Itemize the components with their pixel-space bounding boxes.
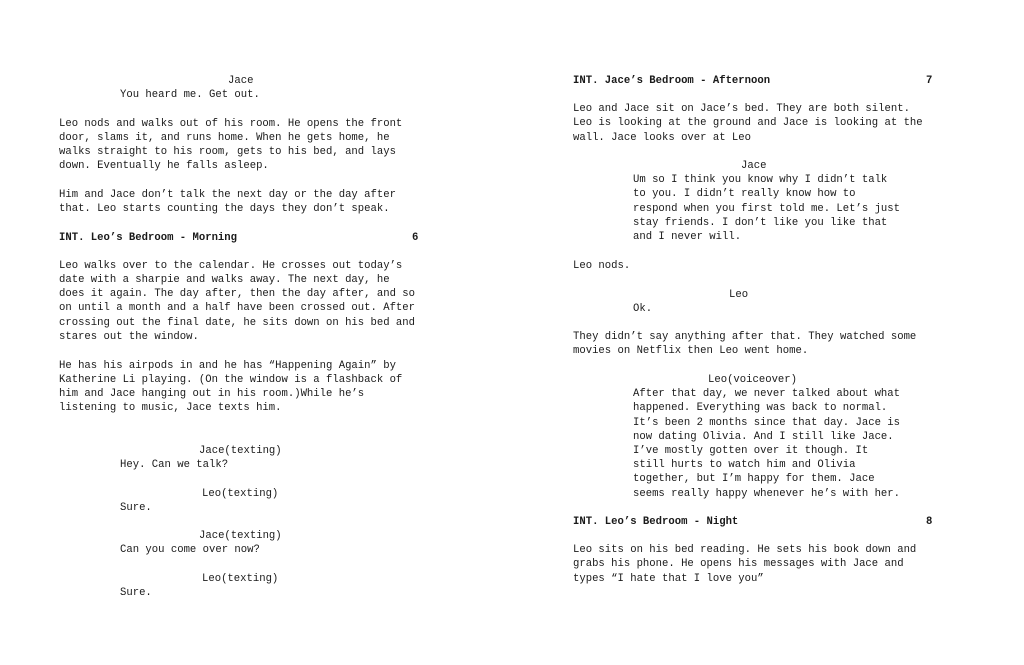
- action-line: date with a sharpie and walks away. The next day, he: [59, 274, 390, 286]
- character-name: Leo(voiceover): [708, 374, 798, 386]
- action-line: Him and Jace don’t talk the next day or the day after: [59, 189, 396, 201]
- character-name: Leo(texting): [202, 488, 279, 500]
- dialogue-line: now dating Olivia. And I still like Jace.: [633, 431, 894, 443]
- scene-heading: INT. Leo’s Bedroom - Morning: [59, 232, 238, 244]
- action-line: Leo nods.: [573, 260, 631, 272]
- dialogue-line: still hurts to watch him and Olivia: [633, 459, 856, 471]
- scene-number: 8: [926, 516, 933, 528]
- dialogue-line: together, but I’m happy for them. Jace: [633, 473, 875, 485]
- action-line: wall. Jace looks over at Leo: [573, 132, 752, 144]
- action-line: does it again. The day after, then the day after, and so: [59, 288, 416, 300]
- dialogue-line: seems really happy whenever he’s with her.: [633, 488, 901, 500]
- action-line: movies on Netflix then Leo went home.: [573, 345, 809, 357]
- dialogue-line: You heard me. Get out.: [120, 89, 260, 101]
- action-line: listening to music, Jace texts him.: [59, 402, 282, 414]
- action-line: walks straight to his room, gets to his bed, and lays: [59, 146, 396, 158]
- action-line: door, slams it, and runs home. When he gets home, he: [59, 132, 390, 144]
- action-line: Leo and Jace sit on Jace’s bed. They are both silent.: [573, 103, 910, 115]
- dialogue-line: Sure.: [120, 587, 152, 599]
- action-line: Leo is looking at the ground and Jace is looking at the: [573, 117, 923, 129]
- dialogue-line: Sure.: [120, 502, 152, 514]
- dialogue-line: Ok.: [633, 303, 653, 315]
- dialogue-line: and I never will.: [633, 231, 742, 243]
- character-name: Jace: [228, 75, 254, 87]
- dialogue-line: happened. Everything was back to normal.: [633, 402, 888, 414]
- action-line: that. Leo starts counting the days they don’t speak.: [59, 203, 390, 215]
- dialogue-line: After that day, we never talked about what: [633, 388, 901, 400]
- character-name: Jace(texting): [199, 530, 282, 542]
- scene-heading: INT. Leo’s Bedroom - Night: [573, 516, 739, 528]
- dialogue-line: I’ve mostly gotten over it though. It: [633, 445, 869, 457]
- action-line: He has his airpods in and he has “Happening Again” by: [59, 360, 396, 372]
- scene-heading: INT. Jace’s Bedroom - Afternoon: [573, 75, 771, 87]
- script-page-right: [512, 0, 1024, 665]
- action-line: types “I hate that I love you”: [573, 573, 764, 585]
- action-line: crossing out the final date, he sits down on his bed and: [59, 317, 416, 329]
- character-name: Jace: [741, 160, 767, 172]
- action-line: Katherine Li playing. (On the window is a flashback of: [59, 374, 403, 386]
- action-line: Leo sits on his bed reading. He sets his book down and: [573, 544, 917, 556]
- scene-number: 7: [926, 75, 933, 87]
- scene-number: 6: [412, 232, 419, 244]
- dialogue-line: Um so I think you know why I didn’t talk: [633, 174, 888, 186]
- action-line: on until a month and a half have been crossed out. After: [59, 302, 416, 314]
- action-line: down. Eventually he falls asleep.: [59, 160, 269, 172]
- dialogue-line: Can you come over now?: [120, 544, 260, 556]
- action-line: Leo nods and walks out of his room. He opens the front: [59, 118, 403, 130]
- action-line: They didn’t say anything after that. They watched some: [573, 331, 917, 343]
- action-line: grabs his phone. He opens his messages with Jace and: [573, 558, 904, 570]
- character-name: Jace(texting): [199, 445, 282, 457]
- dialogue-line: Hey. Can we talk?: [120, 459, 229, 471]
- dialogue-line: It’s been 2 months since that day. Jace is: [633, 417, 901, 429]
- dialogue-line: respond when you first told me. Let’s just: [633, 203, 901, 215]
- action-line: Leo walks over to the calendar. He crosses out today’s: [59, 260, 403, 272]
- character-name: Leo(texting): [202, 573, 279, 585]
- action-line: him and Jace hanging out in his room.)While he’s: [59, 388, 365, 400]
- dialogue-line: stay friends. I don’t like you like that: [633, 217, 888, 229]
- action-line: stares out the window.: [59, 331, 199, 343]
- dialogue-line: to you. I didn’t really know how to: [633, 188, 856, 200]
- character-name: Leo: [729, 289, 749, 301]
